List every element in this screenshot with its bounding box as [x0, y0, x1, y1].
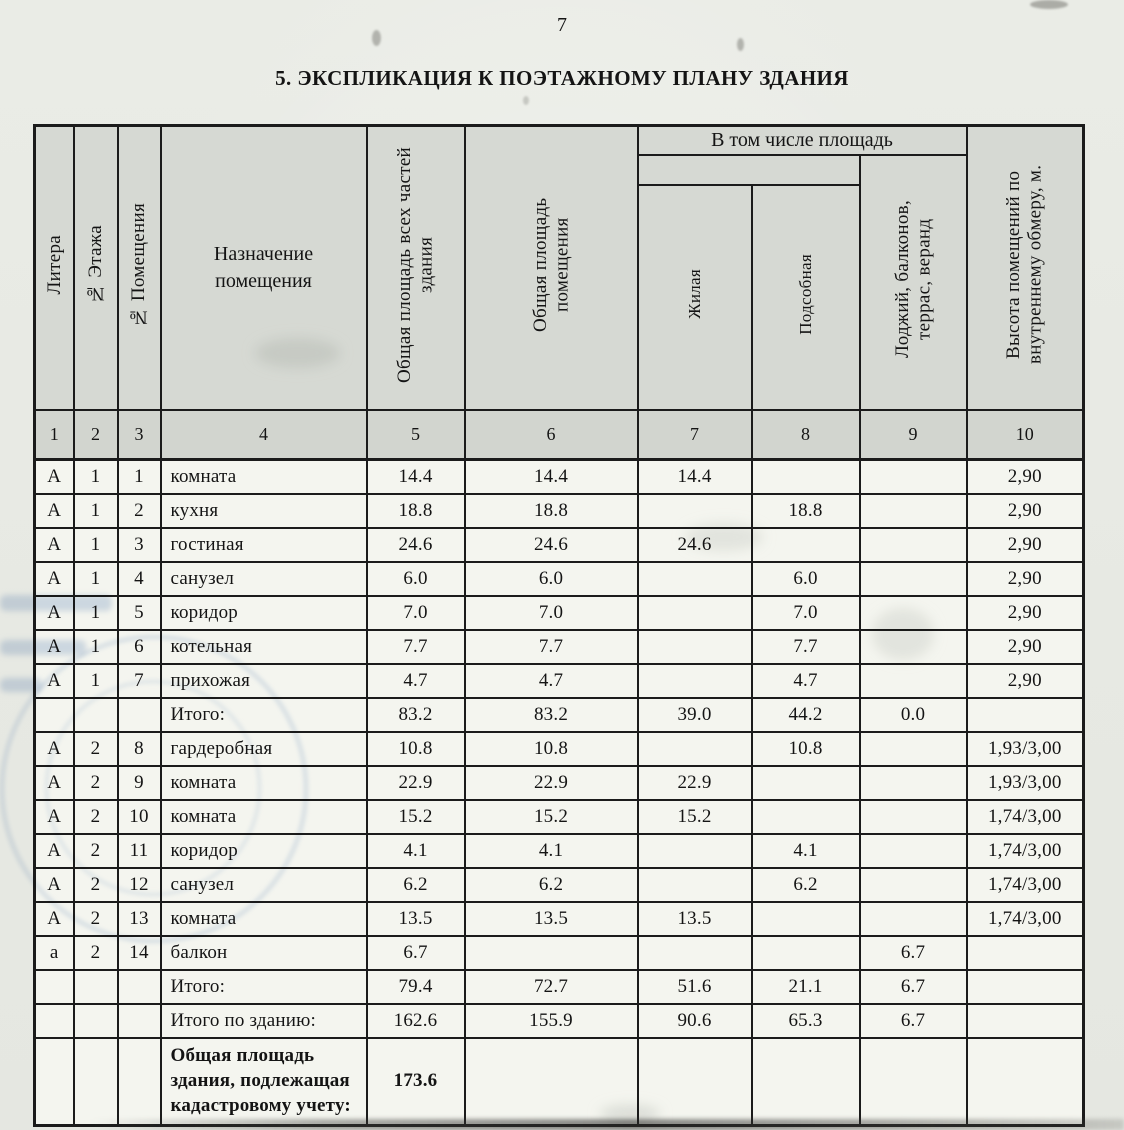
cell-c7: 90.6: [638, 1004, 752, 1038]
cell-c6: 4.7: [465, 664, 638, 698]
cell-c6: 7.0: [465, 596, 638, 630]
cell-c9: 6.7: [860, 936, 967, 970]
cell-name: котельная: [161, 630, 367, 664]
cell-c6: 83.2: [465, 698, 638, 732]
cell-floor: 1: [74, 630, 118, 664]
cell-c8: [752, 766, 860, 800]
cell-c7: 51.6: [638, 970, 752, 1004]
cell-name: комната: [161, 902, 367, 936]
cell-c6: 13.5: [465, 902, 638, 936]
cell-c9: 6.7: [860, 970, 967, 1004]
cell-c7: [638, 936, 752, 970]
header-total-all-parts-label: Общая площадь всех частей здания: [394, 146, 437, 383]
column-number: 4: [161, 410, 367, 460]
cell-c9: [860, 834, 967, 868]
cell-c7: 24.6: [638, 528, 752, 562]
cell-c8: [752, 902, 860, 936]
table-row: [35, 596, 1084, 630]
cell-name: санузел: [161, 562, 367, 596]
cell-litera: А: [35, 494, 74, 528]
cell-c9: [860, 459, 967, 494]
cell-c6: 15.2: [465, 800, 638, 834]
cell-c8: [752, 936, 860, 970]
cell-litera: А: [35, 459, 74, 494]
cell-c9: [860, 800, 967, 834]
cell-c5: 7.0: [367, 596, 465, 630]
cell-c6: 6.0: [465, 562, 638, 596]
cell-c10: 1,74/3,00: [967, 868, 1084, 902]
cell-name: Итого:: [161, 970, 367, 1004]
header-loggia: [860, 155, 967, 410]
cell-num: [118, 1038, 161, 1126]
header-including-spacer: [638, 155, 860, 185]
cell-c5: 6.0: [367, 562, 465, 596]
header-auxiliary-label: Подсобная: [795, 253, 815, 335]
column-number: 2: [74, 410, 118, 460]
cell-c6: [465, 1038, 638, 1126]
header-floor-number: [74, 126, 118, 410]
cell-c8: 21.1: [752, 970, 860, 1004]
cell-num: 8: [118, 732, 161, 766]
cell-name: гостиная: [161, 528, 367, 562]
document-title: 5. ЭКСПЛИКАЦИЯ К ПОЭТАЖНОМУ ПЛАНУ ЗДАНИЯ: [275, 66, 849, 90]
cell-name: кухня: [161, 494, 367, 528]
cell-litera: А: [35, 596, 74, 630]
column-number: 7: [638, 410, 752, 460]
cell-c5: 14.4: [367, 459, 465, 494]
cell-c8: 7.0: [752, 596, 860, 630]
cell-c5: 173.6: [367, 1038, 465, 1126]
cell-c7: [638, 1038, 752, 1126]
cell-name: комната: [161, 766, 367, 800]
cell-floor: 2: [74, 868, 118, 902]
header-purpose-label: Назначение помещения: [213, 242, 314, 292]
cell-c9: [860, 596, 967, 630]
cell-num: 11: [118, 834, 161, 868]
cell-c5: 10.8: [367, 732, 465, 766]
table-row: [35, 494, 1084, 528]
cell-c8: [752, 800, 860, 834]
cell-c10: 2,90: [967, 630, 1084, 664]
cell-name: комната: [161, 800, 367, 834]
cell-c9: [860, 868, 967, 902]
cell-litera: [35, 1004, 74, 1038]
cell-c7: [638, 664, 752, 698]
total-row: [35, 970, 1084, 1004]
cell-num: 13: [118, 902, 161, 936]
table-row: [35, 766, 1084, 800]
cell-floor: 2: [74, 936, 118, 970]
cell-c10: 1,93/3,00: [967, 766, 1084, 800]
cell-c8: [752, 528, 860, 562]
total-row: [35, 698, 1084, 732]
cell-name: коридор: [161, 596, 367, 630]
scan-speck: [737, 38, 744, 51]
table-header: [35, 126, 1084, 460]
cell-litera: А: [35, 834, 74, 868]
column-number: 5: [367, 410, 465, 460]
cell-c8: 18.8: [752, 494, 860, 528]
cell-c10: 1,93/3,00: [967, 732, 1084, 766]
cell-c7: [638, 630, 752, 664]
cell-c10: [967, 1038, 1084, 1126]
table-row: [35, 834, 1084, 868]
cell-c7: [638, 834, 752, 868]
cell-c6: [465, 936, 638, 970]
cell-c5: 6.2: [367, 868, 465, 902]
cell-litera: [35, 698, 74, 732]
table-row: [35, 562, 1084, 596]
cell-c6: 14.4: [465, 459, 638, 494]
cell-c5: 24.6: [367, 528, 465, 562]
cell-c9: [860, 630, 967, 664]
cell-num: 3: [118, 528, 161, 562]
table-row: [35, 868, 1084, 902]
cell-name: балкон: [161, 936, 367, 970]
cell-litera: А: [35, 902, 74, 936]
cell-c6: 155.9: [465, 1004, 638, 1038]
cell-litera: А: [35, 528, 74, 562]
cell-num: 2: [118, 494, 161, 528]
cell-c7: [638, 494, 752, 528]
cell-c7: [638, 596, 752, 630]
cell-c5: 79.4: [367, 970, 465, 1004]
cell-name: прихожая: [161, 664, 367, 698]
cell-c9: 6.7: [860, 1004, 967, 1038]
cell-litera: А: [35, 800, 74, 834]
cell-c5: 7.7: [367, 630, 465, 664]
cell-c9: [860, 528, 967, 562]
cell-c8: 4.1: [752, 834, 860, 868]
cell-num: 4: [118, 562, 161, 596]
cell-c10: 2,90: [967, 528, 1084, 562]
cell-c10: 2,90: [967, 596, 1084, 630]
cell-c10: [967, 970, 1084, 1004]
cell-num: [118, 970, 161, 1004]
cell-floor: 2: [74, 766, 118, 800]
cell-floor: [74, 1004, 118, 1038]
table-row: [35, 664, 1084, 698]
cell-name: санузел: [161, 868, 367, 902]
cell-name: комната: [161, 459, 367, 494]
cell-c10: 1,74/3,00: [967, 834, 1084, 868]
cell-c10: 1,74/3,00: [967, 800, 1084, 834]
cell-floor: 1: [74, 459, 118, 494]
cell-c10: [967, 1004, 1084, 1038]
total-row: [35, 1004, 1084, 1038]
cell-c8: [752, 1038, 860, 1126]
cell-c7: 22.9: [638, 766, 752, 800]
cell-num: 6: [118, 630, 161, 664]
cell-c6: 72.7: [465, 970, 638, 1004]
column-number: 10: [967, 410, 1084, 460]
cell-c9: [860, 664, 967, 698]
explication-table: [33, 124, 1085, 1127]
cell-c8: 65.3: [752, 1004, 860, 1038]
cell-c5: 15.2: [367, 800, 465, 834]
scan-speck: [1030, 0, 1068, 9]
cell-floor: 1: [74, 596, 118, 630]
cell-c7: [638, 732, 752, 766]
table-row: [35, 528, 1084, 562]
cell-c7: 14.4: [638, 459, 752, 494]
cell-c6: 24.6: [465, 528, 638, 562]
cell-c6: 7.7: [465, 630, 638, 664]
table-row: [35, 800, 1084, 834]
cell-c7: [638, 868, 752, 902]
header-loggia-label: Лоджий, балконов, террас, веранд: [891, 200, 934, 359]
cell-c6: 22.9: [465, 766, 638, 800]
column-numbers-row: [35, 410, 1084, 460]
cell-floor: 1: [74, 562, 118, 596]
cell-litera: [35, 1038, 74, 1126]
cell-litera: [35, 970, 74, 1004]
cell-name: коридор: [161, 834, 367, 868]
header-purpose: [161, 126, 367, 410]
cell-c7: 39.0: [638, 698, 752, 732]
cell-name: Итого по зданию:: [161, 1004, 367, 1038]
cell-c5: 13.5: [367, 902, 465, 936]
cell-c9: [860, 562, 967, 596]
cell-num: 9: [118, 766, 161, 800]
table-row: [35, 630, 1084, 664]
scan-speck: [523, 96, 529, 105]
table-row: [35, 459, 1084, 494]
cell-name: Общая площадь здания, подлежащая кадастровому учету:: [161, 1038, 367, 1126]
cell-c6: 6.2: [465, 868, 638, 902]
cell-c5: 162.6: [367, 1004, 465, 1038]
cell-floor: [74, 698, 118, 732]
cell-num: [118, 698, 161, 732]
cell-c10: 2,90: [967, 562, 1084, 596]
page-number: 7: [557, 14, 567, 36]
header-total-all-parts: [367, 126, 465, 410]
cell-litera: а: [35, 936, 74, 970]
table-row: [35, 902, 1084, 936]
cell-c7: 15.2: [638, 800, 752, 834]
cell-c6: 4.1: [465, 834, 638, 868]
cell-floor: 2: [74, 800, 118, 834]
table-body: [35, 459, 1084, 1126]
cell-litera: А: [35, 868, 74, 902]
cell-num: 12: [118, 868, 161, 902]
cell-c10: 2,90: [967, 664, 1084, 698]
cell-c7: 13.5: [638, 902, 752, 936]
cell-num: 7: [118, 664, 161, 698]
cell-c5: 18.8: [367, 494, 465, 528]
final-total-row: [35, 1038, 1084, 1126]
header-total-room: [465, 126, 638, 410]
column-number: 1: [35, 410, 74, 460]
cell-c10: 2,90: [967, 459, 1084, 494]
cell-c9: [860, 1038, 967, 1126]
column-number: 3: [118, 410, 161, 460]
header-height: [967, 126, 1084, 410]
cell-floor: 1: [74, 528, 118, 562]
cell-c8: 6.0: [752, 562, 860, 596]
cell-c5: 4.7: [367, 664, 465, 698]
column-number: 8: [752, 410, 860, 460]
cell-floor: 2: [74, 732, 118, 766]
header-auxiliary: [752, 185, 860, 410]
header-height-label: Высота помещений по внутреннему обмеру, м.: [1003, 165, 1046, 365]
cell-c8: 4.7: [752, 664, 860, 698]
column-number: 6: [465, 410, 638, 460]
header-living-label: Жилая: [684, 269, 704, 319]
cell-litera: А: [35, 630, 74, 664]
cell-litera: А: [35, 732, 74, 766]
header-living: [638, 185, 752, 410]
cell-floor: [74, 970, 118, 1004]
header-floor-label: № Этажа: [84, 225, 106, 305]
cell-floor: 1: [74, 494, 118, 528]
cell-litera: А: [35, 562, 74, 596]
cell-num: 14: [118, 936, 161, 970]
cell-c9: 0.0: [860, 698, 967, 732]
cell-c10: 2,90: [967, 494, 1084, 528]
cell-name: Итого:: [161, 698, 367, 732]
cell-c7: [638, 562, 752, 596]
cell-c10: 1,74/3,00: [967, 902, 1084, 936]
cell-floor: [74, 1038, 118, 1126]
header-litera-label: Литера: [43, 235, 65, 295]
cell-c6: 18.8: [465, 494, 638, 528]
header-litera: [35, 126, 74, 410]
cell-c10: [967, 698, 1084, 732]
cell-floor: 1: [74, 664, 118, 698]
cell-c9: [860, 902, 967, 936]
cell-c8: 6.2: [752, 868, 860, 902]
table-row: [35, 936, 1084, 970]
cell-floor: 2: [74, 834, 118, 868]
cell-floor: 2: [74, 902, 118, 936]
header-including-group: В том числе площадь: [638, 126, 967, 155]
cell-c9: [860, 494, 967, 528]
cell-num: 1: [118, 459, 161, 494]
cell-c9: [860, 732, 967, 766]
cell-c5: 6.7: [367, 936, 465, 970]
cell-num: 10: [118, 800, 161, 834]
cell-num: 5: [118, 596, 161, 630]
cell-c10: [967, 936, 1084, 970]
cell-num: [118, 1004, 161, 1038]
column-number: 9: [860, 410, 967, 460]
cell-litera: А: [35, 664, 74, 698]
cell-c8: [752, 459, 860, 494]
cell-c8: 7.7: [752, 630, 860, 664]
cell-c6: 10.8: [465, 732, 638, 766]
header-room-number: [118, 126, 161, 410]
table-row: [35, 732, 1084, 766]
header-room-label: № Помещения: [128, 202, 150, 328]
header-total-room-label: Общая площадь помещения: [529, 197, 572, 333]
cell-c8: 44.2: [752, 698, 860, 732]
cell-c8: 10.8: [752, 732, 860, 766]
cell-c5: 83.2: [367, 698, 465, 732]
cell-name: гардеробная: [161, 732, 367, 766]
cell-litera: А: [35, 766, 74, 800]
cell-c9: [860, 766, 967, 800]
cell-c5: 22.9: [367, 766, 465, 800]
cell-c5: 4.1: [367, 834, 465, 868]
